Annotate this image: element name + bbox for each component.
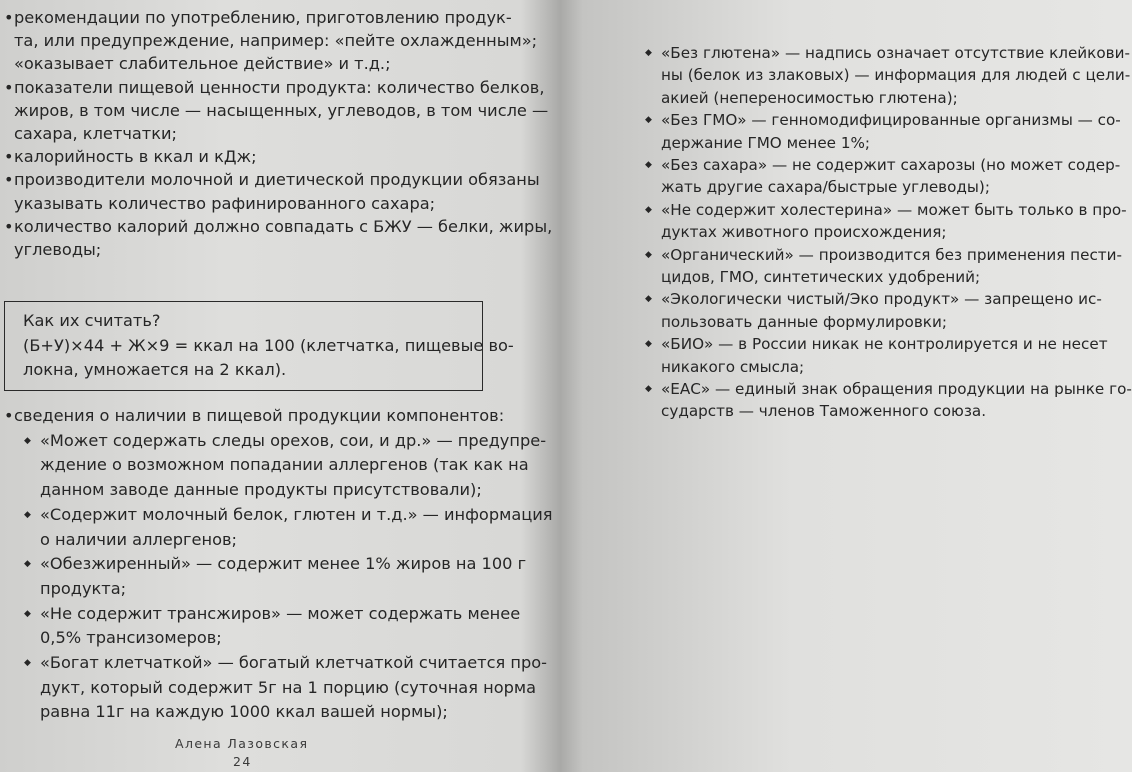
sub-item-line: ◆ «Содержит молочный белок, глютен и т.д.» — информация [40, 504, 553, 526]
item-continuation-line: жиров, в том числе — насыщенных, углеводов, в том числе — [14, 100, 549, 120]
bullet-item-line: • показатели пищевой ценности продукта: количество белков, [14, 77, 544, 99]
label-item-continuation-line: никакого смысла; [661, 357, 805, 376]
label-item-line: ◆ «ЕАС» — единый знак обращения продукции на рынке го- [661, 378, 1132, 400]
label-item-line: ◆ «Органический» — производится без применения пести- [661, 244, 1122, 266]
item-continuation-line: указывать количество рафинированного сахара; [14, 193, 436, 213]
item-continuation-line: «оказывает слабительное действие» и т.д.; [14, 54, 391, 74]
sub-item-line: ◆ «Может содержать следы орехов, сои, и др.» — предупре- [40, 430, 546, 452]
formula-box [4, 301, 514, 391]
item-continuation-line: та, или предупреждение, например: «пейте охлажденным»; [14, 31, 538, 51]
label-item-continuation-line: жать другие сахара/быстрые углеводы); [661, 178, 990, 197]
label-item-continuation-line: дуктах животного происхождения; [661, 223, 947, 242]
left-page [0, 0, 553, 772]
sub-item-line: ◆ «Не содержит трансжиров» — может содержать менее [40, 603, 520, 625]
label-item-line: ◆ «Экологически чистый/Эко продукт» — запрещено ис- [661, 288, 1102, 310]
sub-item-line: ◆ «Обезжиренный» — содержит менее 1% жиров на 100 г [40, 553, 526, 575]
label-item-continuation-line: ны (белок из злаковых) — информация для людей с цели- [661, 66, 1131, 85]
label-item-line: ◆ «БИО» — в России никак не контролируется и не несет [661, 333, 1108, 355]
bullet-item-line: • рекомендации по употреблению, приготовлению продук- [14, 7, 512, 29]
label-item-line: ◆ «Без ГМО» — генномодифицированные организмы — со- [661, 109, 1121, 131]
bullet-item-line: • калорийность в ккал и кДж; [14, 146, 257, 168]
label-item-continuation-line: держание ГМО менее 1%; [661, 133, 871, 152]
sub-item-line: ◆ «Богат клетчаткой» — богатый клетчаткой считается про- [40, 652, 547, 674]
item-continuation-line: углеводы; [14, 240, 102, 259]
footer-page-number: 24 [233, 754, 252, 769]
sub-item-continuation-line: 0,5% трансизомеров; [40, 628, 222, 648]
label-item-continuation-line: сударств — членов Таможенного союза. [661, 402, 987, 421]
label-item-line: ◆ «Не содержит холестерина» — может быть только в про- [661, 199, 1127, 221]
right-page [545, 0, 1132, 772]
sub-item-continuation-line: дукт, который содержит 5г на 1 порцию (суточная норма [40, 677, 537, 697]
sub-item-continuation-line: равна 11г на каждую 1000 ккал вашей нормы); [40, 702, 448, 722]
sub-item-continuation-line: ждение о возможном попадании аллергенов (так как на [40, 455, 529, 475]
bullet-item-line: • количество калорий должно совпадать с БЖУ — белки, жиры, [14, 216, 552, 238]
label-item-continuation-line: цидов, ГМО, синтетических удобрений; [661, 268, 981, 286]
formula-line-2: локна, умножается на 2 ккал). [23, 360, 287, 379]
right-page-text [661, 0, 1132, 772]
formula-question: Как их считать? [23, 311, 161, 330]
label-item-line: ◆ «Без сахара» — не содержит сахарозы (но может содер- [661, 154, 1120, 176]
label-item-continuation-line: пользовать данные формулировки; [661, 312, 947, 331]
sub-item-continuation-line: данном заводе данные продукты присутствовали); [40, 480, 482, 500]
sub-item-continuation-line: продукта; [40, 578, 127, 598]
components-intro: • сведения о наличии в пищевой продукции компонентов: [14, 405, 504, 427]
bullet-item-line: • производители молочной и диетической продукции обязаны [14, 169, 540, 191]
label-item-continuation-line: акией (непереносимостью глютена); [661, 88, 958, 107]
footer-author: Алена Лазовская [175, 736, 309, 751]
sub-item-continuation-line: о наличии аллергенов; [40, 529, 237, 549]
item-continuation-line: сахара, клетчатки; [14, 124, 177, 143]
formula-line-1: (Б+У)×44 + Ж×9 = ккал на 100 (клетчатка, пищевые во- [23, 336, 514, 355]
label-item-line: ◆ «Без глютена» — надпись означает отсутствие клейкови- [661, 42, 1130, 64]
